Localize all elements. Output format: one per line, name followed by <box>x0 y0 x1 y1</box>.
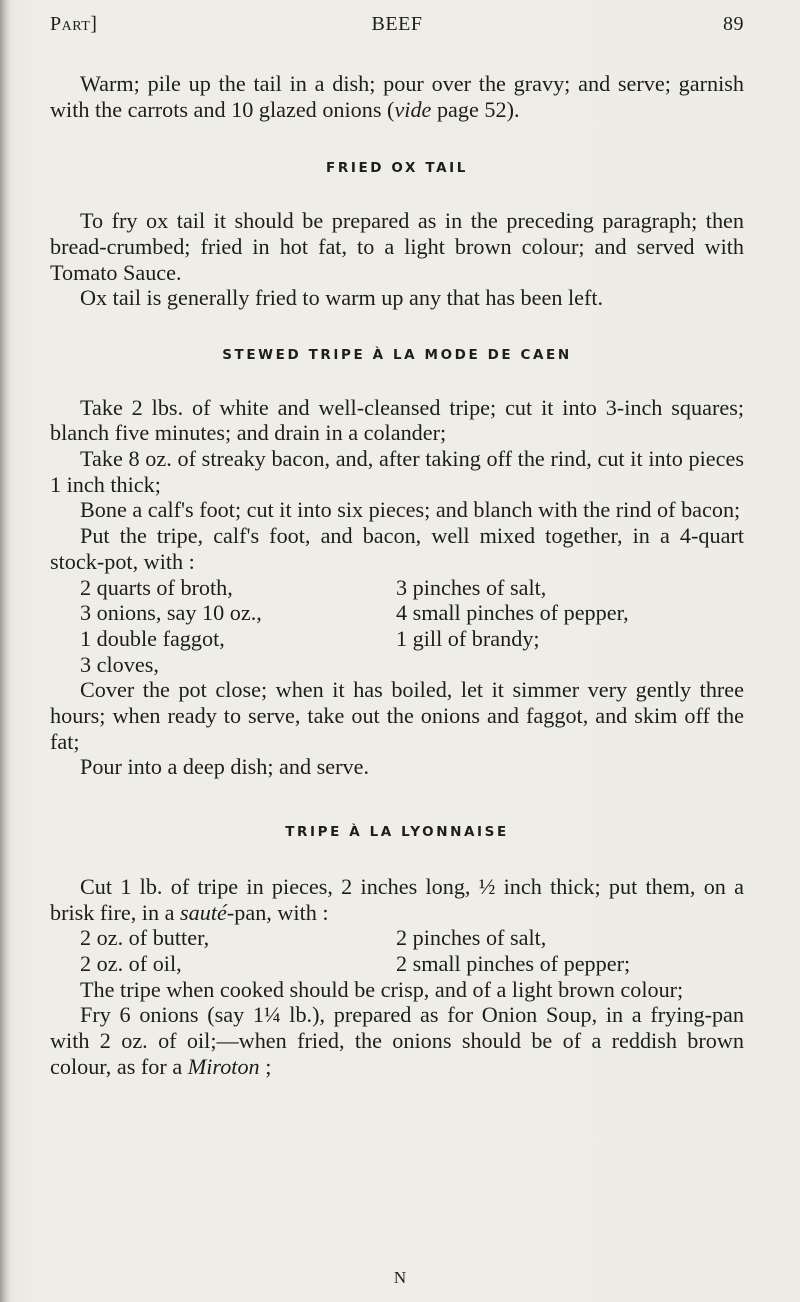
intro-paragraph: Warm; pile up the tail in a dish; pour over the gravy; and serve; garnish with the carrots and 10 glazed onions (vide page 52). <box>50 71 744 122</box>
ingredient <box>396 652 744 678</box>
tripe-lyonnaise-paragraph: Cut 1 lb. of tripe in pieces, 2 inches long, ½ inch thick; put them, on a brisk fire, in a sauté-pan, with : <box>50 873 744 925</box>
ingredient: 4 small pinches of pepper, <box>396 600 629 626</box>
heading-fried-ox-tail: FRIED OX TAIL <box>326 160 468 177</box>
ingredient: 3 cloves, <box>80 651 159 677</box>
ingredient: 2 oz. of oil, <box>80 950 182 976</box>
stewed-tripe-paragraph: Pour into a deep dish; and serve. <box>80 754 369 780</box>
body-text <box>50 71 744 1080</box>
signature-mark: N <box>393 1268 407 1287</box>
stewed-tripe-paragraph: Take 8 oz. of streaky bacon, and, after taking off the rind, cut it into pieces 1 inch thick; <box>50 446 744 497</box>
fried-ox-tail-paragraph: Ox tail is generally fried to warm up any that has been left. <box>80 285 604 311</box>
stewed-tripe-ingredients <box>50 575 744 678</box>
page-binding-shadow <box>0 0 10 1302</box>
running-head <box>50 13 744 43</box>
tripe-lyonnaise-ingredients <box>50 925 744 976</box>
running-head-title: BEEF <box>371 13 423 35</box>
ingredient: 2 quarts of broth, <box>80 574 233 600</box>
running-head-part: Part] <box>50 13 98 35</box>
stewed-tripe-paragraph: Take 2 lbs. of white and well-cleansed tripe; cut it into 3-inch squares; blanch five minutes; and drain in a colander; <box>50 394 744 446</box>
tripe-lyonnaise-paragraph: Fry 6 onions (say 1¼ lb.), prepared as for Onion Soup, in a frying-pan with 2 oz. of oil;—when fried, the onions should be of a reddish brown colour, as for a Miroton ; <box>50 1002 744 1079</box>
heading-tripe-lyonnaise: TRIPE À LA LYONNAISE <box>285 824 509 841</box>
stewed-tripe-paragraph: Cover the pot close; when it has boiled, let it simmer very gently three hours; when ready to serve, take out the onions and faggot, and skim off the fat; <box>50 677 744 754</box>
ingredient: 2 small pinches of pepper; <box>396 950 631 976</box>
tripe-lyonnaise-paragraph: The tripe when cooked should be crisp, and of a light brown colour; <box>80 976 684 1002</box>
ingredient: 2 oz. of butter, <box>80 925 210 951</box>
ingredient: 3 pinches of salt, <box>396 574 547 600</box>
stewed-tripe-paragraph: Put the tripe, calf's foot, and bacon, well mixed together, in a 4-quart stock-pot, with : <box>50 523 744 574</box>
page-number: 89 <box>723 13 744 35</box>
ingredient: 2 pinches of salt, <box>396 925 547 951</box>
ingredient: 1 gill of brandy; <box>396 625 540 651</box>
ingredient: 3 onions, say 10 oz., <box>80 600 262 626</box>
ingredient: 1 double faggot, <box>80 625 225 651</box>
stewed-tripe-paragraph: Bone a calf's foot; cut it into six pieces; and blanch with the rind of bacon; <box>80 497 741 523</box>
fried-ox-tail-paragraph: To fry ox tail it should be prepared as in the preceding paragraph; then bread-crumbed; fried in hot fat, to a light brown colour; and served with Tomato Sauce. <box>50 208 744 285</box>
heading-stewed-tripe: STEWED TRIPE À LA MODE DE CAEN <box>222 346 572 363</box>
